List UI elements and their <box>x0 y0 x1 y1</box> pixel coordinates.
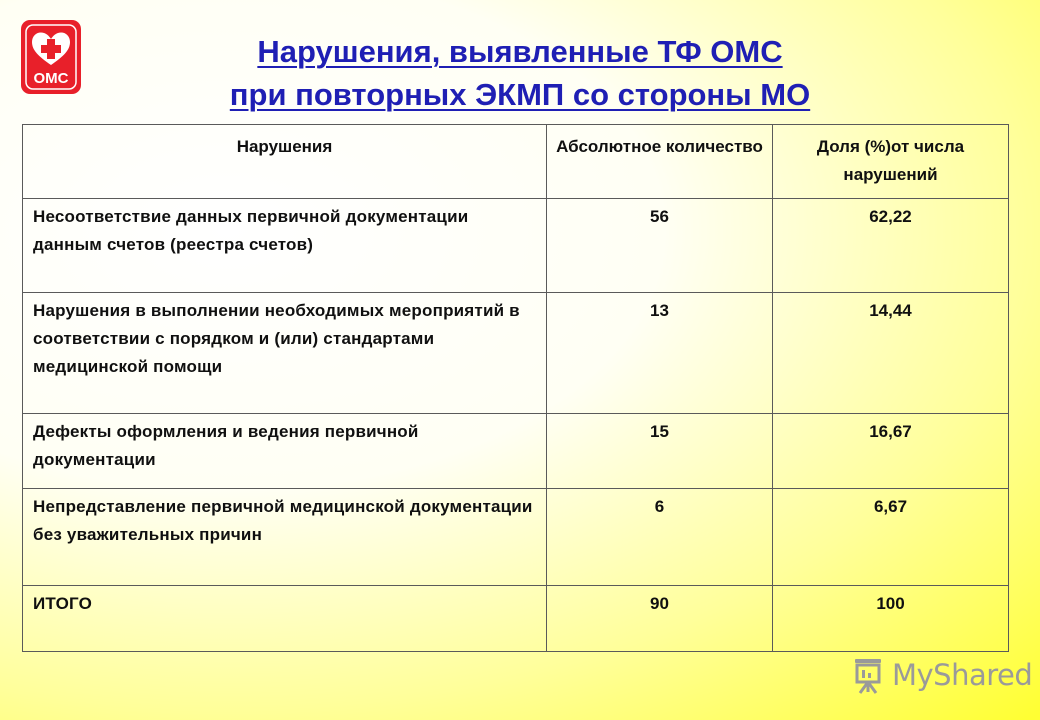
header-violations: Нарушения <box>23 125 547 199</box>
row-count: 15 <box>547 414 773 489</box>
violations-table <box>22 124 1009 652</box>
row-name: Дефекты оформления и ведения первичной документации <box>23 414 547 489</box>
row-name: Нарушения в выполнении необходимых мероприятий в соответствии с порядком и (или) стандартами медицинской помощи <box>23 293 547 414</box>
total-label: ИТОГО <box>23 586 547 652</box>
table-row <box>23 293 1009 414</box>
table-row <box>23 414 1009 489</box>
row-share: 6,67 <box>773 489 1009 586</box>
row-count: 13 <box>547 293 773 414</box>
row-count: 56 <box>547 199 773 293</box>
total-share: 100 <box>773 586 1009 652</box>
table-row <box>23 199 1009 293</box>
header-absolute-count: Абсолютное количество <box>547 125 773 199</box>
myshared-watermark <box>848 656 1033 696</box>
table-header-row <box>23 125 1009 199</box>
table-row <box>23 489 1009 586</box>
row-share: 14,44 <box>773 293 1009 414</box>
presentation-icon <box>848 656 888 696</box>
watermark-text: MyShared <box>892 658 1033 692</box>
row-share: 62,22 <box>773 199 1009 293</box>
logo-text: ОМС <box>33 70 69 87</box>
row-share: 16,67 <box>773 414 1009 489</box>
page-title <box>0 30 1040 116</box>
title-line-2: при повторных ЭКМП со стороны МО <box>229 77 811 112</box>
title-line-1: Нарушения, выявленные ТФ ОМС <box>257 34 783 69</box>
row-name: Непредставление первичной медицинской документации без уважительных причин <box>23 489 547 586</box>
row-name: Несоответствие данных первичной документации данным счетов (реестра счетов) <box>23 199 547 293</box>
header-share-percent: Доля (%)от числа нарушений <box>773 125 1009 199</box>
row-count: 6 <box>547 489 773 586</box>
total-count: 90 <box>547 586 773 652</box>
table-total-row <box>23 586 1009 652</box>
